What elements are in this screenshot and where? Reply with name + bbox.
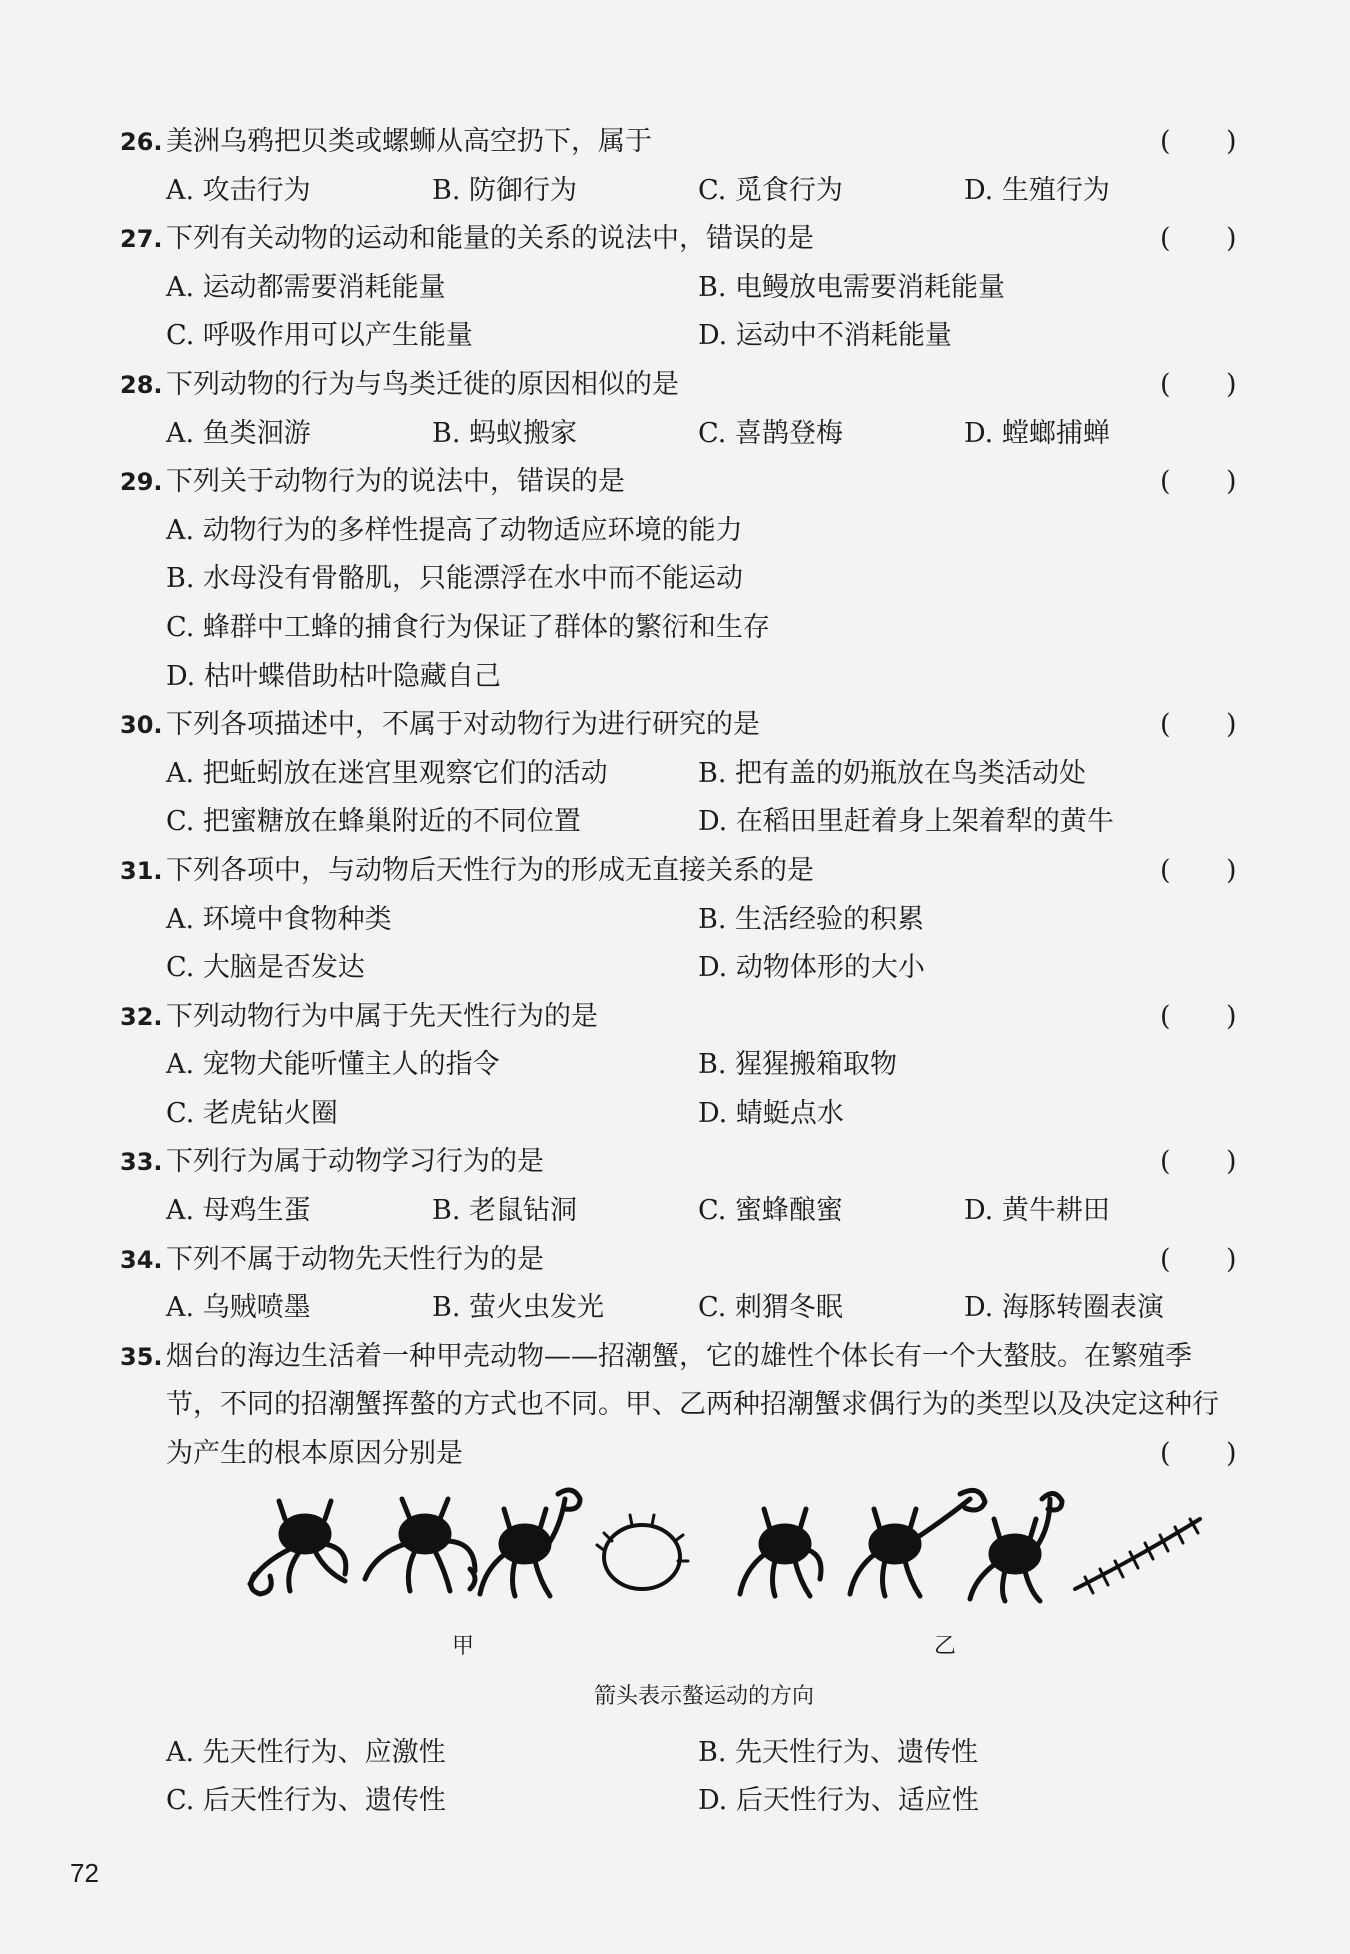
- fiddler-crab-figure: [0, 1479, 1350, 1669]
- hatched-arrow-icon: [1075, 1519, 1200, 1593]
- answer-blank[interactable]: [1160, 361, 1237, 410]
- question-stem: 下列行为属于动物学习行为的是: [166, 1146, 544, 1178]
- question-29: [0, 458, 1350, 701]
- paren-close: ): [1226, 1243, 1237, 1275]
- option-d[interactable]: D. 黄牛耕田: [964, 1195, 1110, 1227]
- option-a[interactable]: A. 环境中食物种类: [166, 903, 392, 935]
- option-c[interactable]: C. 把蜜糖放在蜂巢附近的不同位置: [166, 806, 581, 838]
- crab-icon: [250, 1501, 346, 1594]
- paren-close: ): [1226, 223, 1237, 255]
- option-b[interactable]: B. 萤火虫发光: [432, 1292, 605, 1324]
- crab-icon: [480, 1490, 580, 1596]
- crab-icon: [365, 1499, 475, 1591]
- question-31: [0, 847, 1350, 993]
- paren-open: (: [1160, 709, 1171, 741]
- crab-icon: [850, 1490, 985, 1596]
- option-d[interactable]: D. 在稻田里赶着身上架着犁的黄牛: [698, 806, 1114, 838]
- question-number: 33.: [120, 1148, 163, 1177]
- option-d[interactable]: D. 运动中不消耗能量: [698, 320, 952, 352]
- answer-blank[interactable]: [1160, 1236, 1237, 1285]
- answer-blank[interactable]: [1160, 118, 1237, 167]
- option-d[interactable]: D. 后天性行为、适应性: [698, 1785, 979, 1817]
- question-stem: 下列各项中，与动物后天性行为的形成无直接关系的是: [166, 854, 814, 886]
- option-b[interactable]: B. 把有盖的奶瓶放在鸟类活动处: [698, 757, 1087, 789]
- question-number: 26.: [120, 128, 163, 156]
- paren-open: (: [1160, 126, 1171, 157]
- question-number: 29.: [120, 468, 163, 497]
- answer-blank[interactable]: [1160, 215, 1237, 264]
- question-stem: 下列不属于动物先天性行为的是: [166, 1243, 544, 1275]
- option-a[interactable]: A. 宠物犬能听懂主人的指令: [166, 1049, 500, 1081]
- paren-close: ): [1226, 709, 1237, 741]
- option-a[interactable]: A. 把蚯蚓放在迷宫里观察它们的活动: [166, 757, 608, 789]
- question-stem-line-2: 节，不同的招潮蟹挥螯的方式也不同。甲、乙两种招潮蟹求偶行为的类型以及决定这种行: [166, 1389, 1219, 1421]
- option-c[interactable]: C. 蜂群中工蜂的捕食行为保证了群体的繁衍和生存: [166, 611, 770, 643]
- option-b[interactable]: B. 生活经验的积累: [698, 903, 925, 935]
- answer-blank[interactable]: [1160, 847, 1237, 896]
- question-stem-line-3: 为产生的根本原因分别是: [166, 1438, 463, 1470]
- loop-arrow-icon: [597, 1515, 688, 1589]
- crab-illustration: [0, 1479, 1350, 1669]
- option-a[interactable]: A. 运动都需要消耗能量: [166, 271, 446, 303]
- figure-caption: [0, 1669, 1350, 1729]
- option-b[interactable]: B. 电鳗放电需要消耗能量: [698, 271, 1006, 303]
- figure-label-jia: 甲: [452, 1633, 475, 1659]
- option-c[interactable]: C. 呼吸作用可以产生能量: [166, 320, 473, 352]
- question-number: 32.: [120, 1002, 163, 1031]
- option-d[interactable]: D. 枯叶蝶借助枯叶隐藏自己: [166, 660, 501, 692]
- option-c[interactable]: C. 觅食行为: [698, 174, 843, 206]
- option-b[interactable]: B. 猩猩搬箱取物: [698, 1049, 898, 1081]
- paren-open: (: [1160, 466, 1171, 498]
- question-number: 27.: [120, 225, 163, 254]
- option-a[interactable]: A. 鱼类洄游: [166, 417, 311, 449]
- option-c[interactable]: C. 大脑是否发达: [166, 952, 365, 984]
- figure-label-yi: 乙: [934, 1633, 957, 1659]
- question-stem: 下列动物的行为与鸟类迁徙的原因相似的是: [166, 368, 679, 400]
- question-27: [0, 215, 1350, 361]
- paren-close: ): [1226, 1146, 1237, 1178]
- paren-open: (: [1160, 368, 1171, 400]
- page-number: 72: [70, 1858, 99, 1888]
- question-stem: 美洲乌鸦把贝类或螺蛳从高空扔下，属于: [166, 126, 652, 157]
- question-26: [0, 118, 1350, 215]
- answer-blank[interactable]: [1160, 458, 1237, 507]
- answer-blank[interactable]: [1160, 1138, 1237, 1187]
- option-d[interactable]: D. 蜻蜓点水: [698, 1097, 844, 1129]
- option-c[interactable]: C. 刺猬冬眠: [698, 1292, 843, 1324]
- question-number: 28.: [120, 370, 163, 399]
- option-d[interactable]: D. 生殖行为: [964, 174, 1110, 206]
- option-a[interactable]: A. 动物行为的多样性提高了动物适应环境的能力: [166, 514, 743, 546]
- paren-close: ): [1226, 1438, 1237, 1470]
- question-stem-line-1: 烟台的海边生活着一种甲壳动物——招潮蟹，它的雄性个体长有一个大螯肢。在繁殖季: [166, 1340, 1192, 1372]
- crab-icon: [970, 1493, 1062, 1601]
- question-number: 35.: [120, 1342, 163, 1371]
- question-list: [0, 118, 1350, 1826]
- option-d[interactable]: D. 动物体形的大小: [698, 952, 925, 984]
- option-d[interactable]: D. 海豚转圈表演: [964, 1292, 1164, 1324]
- paren-open: (: [1160, 1000, 1171, 1032]
- answer-blank[interactable]: [1160, 701, 1237, 750]
- option-c[interactable]: C. 蜜蜂酿蜜: [698, 1195, 843, 1227]
- paren-close: ): [1226, 1000, 1237, 1032]
- option-c[interactable]: C. 后天性行为、遗传性: [166, 1785, 446, 1817]
- option-a[interactable]: A. 先天性行为、应激性: [166, 1736, 446, 1768]
- question-number: 30.: [120, 711, 163, 740]
- option-d[interactable]: D. 螳螂捕蝉: [964, 417, 1110, 449]
- paren-close: ): [1226, 368, 1237, 400]
- option-b[interactable]: B. 水母没有骨骼肌，只能漂浮在水中而不能运动: [166, 563, 744, 595]
- paren-open: (: [1160, 1146, 1171, 1178]
- option-b[interactable]: B. 老鼠钻洞: [432, 1195, 578, 1227]
- question-number: 34.: [120, 1245, 163, 1274]
- answer-blank[interactable]: [1160, 993, 1237, 1042]
- question-stem: 下列关于动物行为的说法中，错误的是: [166, 466, 625, 498]
- question-stem: 下列各项描述中，不属于对动物行为进行研究的是: [166, 709, 760, 741]
- option-b[interactable]: B. 蚂蚁搬家: [432, 417, 578, 449]
- question-35: [0, 1333, 1350, 1826]
- question-30: [0, 701, 1350, 847]
- question-28: [0, 361, 1350, 458]
- option-b[interactable]: B. 先天性行为、遗传性: [698, 1736, 979, 1768]
- question-32: [0, 993, 1350, 1139]
- figure-caption-text: 箭头表示螯运动的方向: [593, 1683, 814, 1709]
- crab-icon: [740, 1509, 821, 1596]
- paren-close: ): [1226, 126, 1237, 157]
- paren-open: (: [1160, 1243, 1171, 1275]
- option-c[interactable]: C. 老虎钻火圈: [166, 1097, 338, 1129]
- question-number: 31.: [120, 856, 163, 885]
- question-34: [0, 1236, 1350, 1333]
- option-a[interactable]: A. 乌贼喷墨: [166, 1292, 311, 1324]
- option-b[interactable]: B. 防御行为: [432, 174, 578, 206]
- paren-close: ): [1226, 854, 1237, 886]
- option-a[interactable]: A. 攻击行为: [166, 174, 311, 206]
- paren-open: (: [1160, 854, 1171, 886]
- question-33: [0, 1138, 1350, 1235]
- question-stem: 下列动物行为中属于先天性行为的是: [166, 1000, 598, 1032]
- question-stem: 下列有关动物的运动和能量的关系的说法中，错误的是: [166, 223, 814, 255]
- paren-open: (: [1160, 223, 1171, 255]
- paren-close: ): [1226, 466, 1237, 498]
- answer-blank[interactable]: [1160, 1430, 1237, 1479]
- option-c[interactable]: C. 喜鹊登梅: [698, 417, 843, 449]
- paren-open: (: [1160, 1438, 1171, 1470]
- option-a[interactable]: A. 母鸡生蛋: [166, 1195, 311, 1227]
